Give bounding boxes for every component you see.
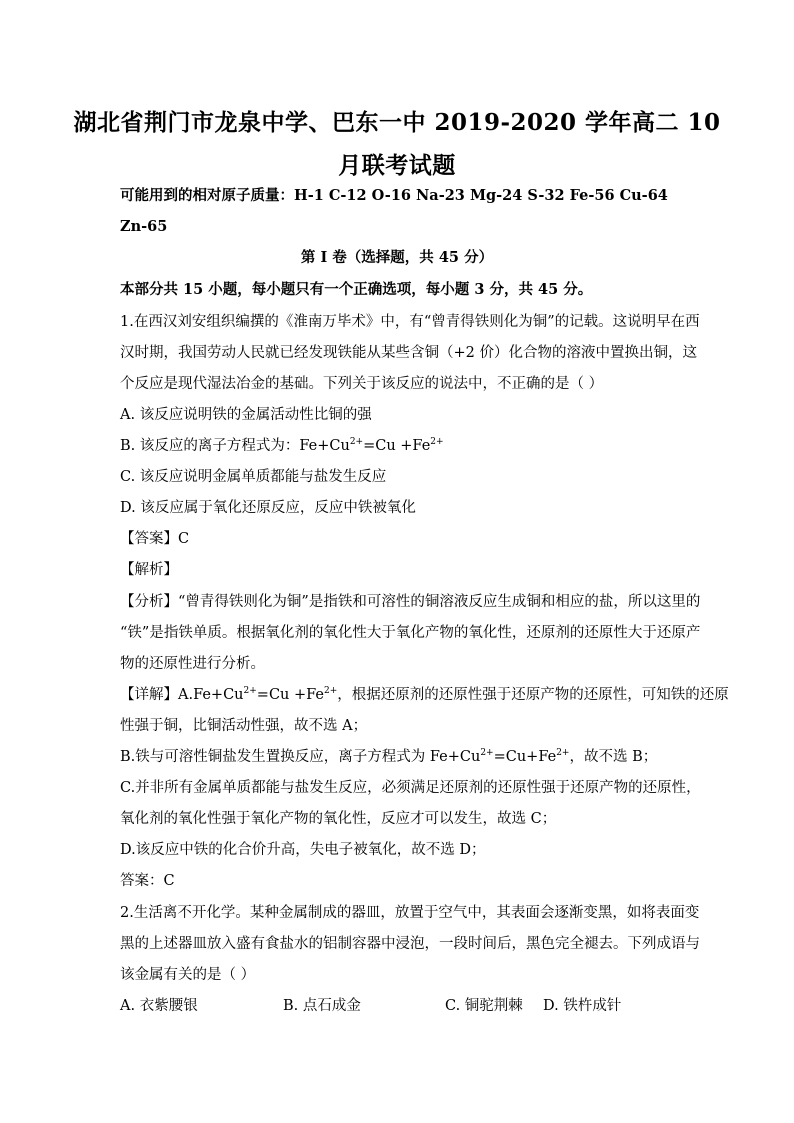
q2-option-c: C. 铜驼荆棘 xyxy=(445,998,523,1014)
q1-xiangjie-charge: 2+ xyxy=(480,748,494,759)
q1-xiangjie-c1: C.并非所有金属单质都能与盐发生反应，必须满足还原剂的还原性强于还原产物的还原性， xyxy=(120,780,701,796)
q2-option-b: B. 点石成金 xyxy=(283,998,361,1014)
q1-xiangjie-b xyxy=(120,747,680,767)
q2-stem-line: 该金属有关的是（ ） xyxy=(120,967,256,983)
q1-xiangjie-text: 【详解】A.Fe+Cu xyxy=(120,687,244,703)
q1-option-b-charge: 2+ xyxy=(430,437,444,448)
document-title-line-1: 湖北省荆门市龙泉中学、巴东一中 2019-2020 学年高二 10 xyxy=(73,109,721,136)
atomic-mass-line-2: Zn-65 xyxy=(120,218,168,235)
section-instructions: 本部分共 15 小题，每小题只有一个正确选项，每小题 3 分，共 45 分。 xyxy=(120,281,593,298)
q1-xiangjie-text: =Cu+Fe xyxy=(493,749,557,765)
q2-option-a: A. 衣紫腰银 xyxy=(120,998,198,1014)
q1-xiangjie-charge: 2+ xyxy=(556,748,570,759)
q1-stem-line: 汉时期，我国劳动人民就已经发现铁能从某些含铜（+2 价）化合物的溶液中置换出铜，这 xyxy=(120,345,697,361)
q1-xiangjie-text: B.铁与可溶性铜盐发生置换反应，离子方程式为 Fe+Cu xyxy=(120,749,481,765)
section-heading: 第 I 卷（选择题，共 45 分） xyxy=(300,249,494,266)
q1-stem-line: 个反应是现代湿法冶金的基础。下列关于该反应的说法中，不正确的是（ ） xyxy=(120,376,604,392)
q2-stem-line: 2.生活离不开化学。某种金属制成的器皿，放置于空气中，其表面会逐渐变黑，如将表面变 xyxy=(120,905,700,921)
q1-xiangjie-a2: 性强于铜，比铜活动性强，故不选 A； xyxy=(120,718,368,734)
q1-xiangjie-text: ，根据还原剂的还原性强于还原产物的还原性，可知铁的还原 xyxy=(337,687,729,703)
atomic-mass-line-1: 可能用到的相对原子质量：H-1 C-12 O-16 Na-23 Mg-24 S-32 Fe-56 Cu-64 xyxy=(120,187,668,204)
q1-xiangjie-d: D.该反应中铁的化合价升高，失电子被氧化，故不选 D； xyxy=(120,842,486,858)
q2-option-d: D. 铁杵成针 xyxy=(543,998,622,1014)
q1-xiangjie-text: ，故不选 B； xyxy=(569,749,658,765)
q1-xiangjie-charge: 2+ xyxy=(243,686,257,697)
q1-stem-line: 1.在西汉刘安组织编撰的《淮南万毕术》中，有“曾青得铁则化为铜”的记载。这说明早在西 xyxy=(120,314,700,330)
q2-stem-line: 黑的上述器皿放入盛有食盐水的铝制容器中浸泡，一段时间后，黑色完全褪去。下列成语与 xyxy=(120,936,700,952)
q1-fenxi-line: “铁”是指铁单质。根据氧化剂的氧化性大于氧化产物的氧化性，还原剂的还原性大于还原产 xyxy=(120,625,701,641)
q1-xiangjie-text: =Cu +Fe xyxy=(256,687,324,703)
q1-xiangjie-a xyxy=(120,685,729,705)
q1-answer: 【答案】C xyxy=(120,531,190,547)
q1-option-d: D. 该反应属于氧化还原反应，反应中铁被氧化 xyxy=(120,500,416,516)
q1-xiangjie-charge: 2+ xyxy=(324,686,338,697)
q1-fenxi-line: 物的还原性进行分析。 xyxy=(120,656,265,672)
q1-option-b-charge: 2+ xyxy=(349,437,364,448)
q1-xiangjie-c2: 氧化剂的氧化性强于氧化产物的氧化性，反应才可以发生，故选 C； xyxy=(120,811,557,827)
q1-option-b-text: B. 该反应的离子方程式为：Fe+Cu xyxy=(120,438,350,454)
q1-final-answer: 答案：C xyxy=(120,873,175,889)
q1-fenxi-line: 【分析】“曾青得铁则化为铜”是指铁和可溶性的铜溶液反应生成铜和相应的盐，所以这里的 xyxy=(120,594,701,610)
q1-option-b-text: =Cu +Fe xyxy=(363,438,431,454)
q1-option-a: A. 该反应说明铁的金属活动性比铜的强 xyxy=(120,407,372,423)
document-title-line-2: 月联考试题 xyxy=(338,152,456,179)
q1-analysis-label: 【解析】 xyxy=(120,562,178,578)
q1-option-b xyxy=(120,436,680,456)
q1-option-c: C. 该反应说明金属单质都能与盐发生反应 xyxy=(120,469,387,485)
